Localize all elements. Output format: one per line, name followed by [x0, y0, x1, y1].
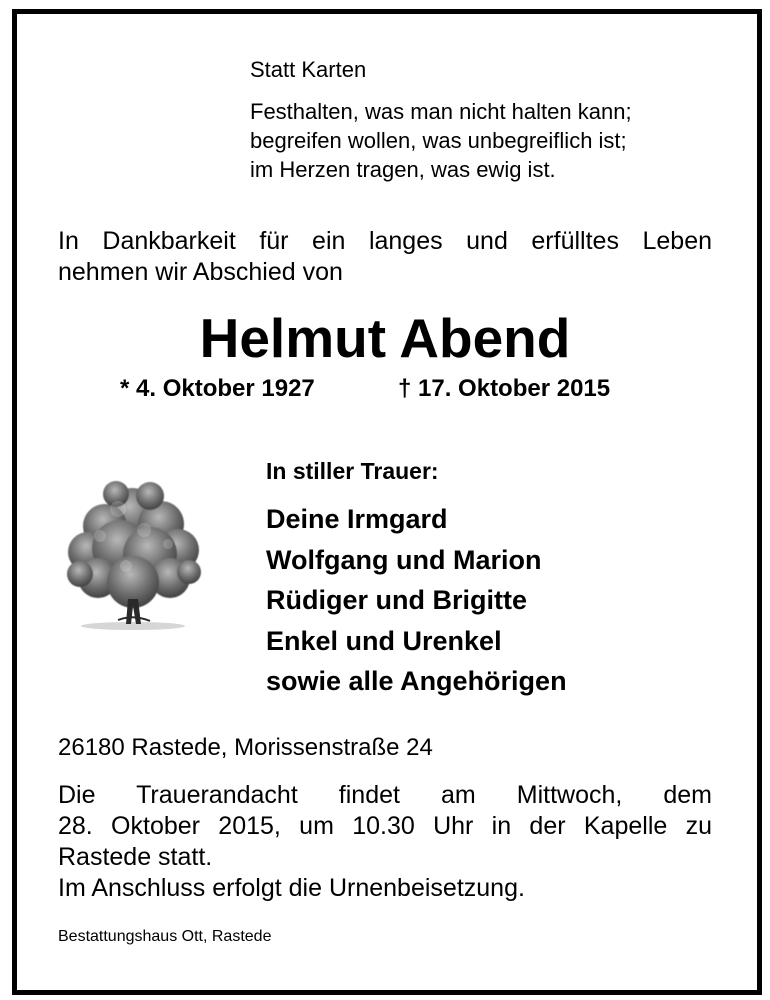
- death-date: † 17. Oktober 2015: [398, 375, 611, 402]
- poem-line: begreifen wollen, was unbegreiflich ist;: [250, 128, 627, 153]
- birth-date: * 4. Oktober 1927: [120, 375, 315, 402]
- service-line: Im Anschluss erfolgt die Urnenbeisetzung.: [58, 874, 525, 902]
- poem: [250, 97, 632, 184]
- service-line: 28. Oktober 2015, um 10.30 Uhr in der Kapelle zu: [58, 812, 712, 840]
- dedication-line: In Dankbarkeit für ein langes und erfülltes Leben: [58, 227, 712, 255]
- service-line: Die Trauerandacht findet am Mittwoch, dem: [58, 781, 712, 809]
- address: 26180 Rastede, Morissenstraße 24: [58, 734, 433, 761]
- tree-icon: [58, 474, 208, 634]
- poem-line: Festhalten, was man nicht halten kann;: [250, 99, 632, 124]
- dedication: [58, 226, 712, 288]
- list-item: Enkel und Urenkel: [266, 625, 502, 656]
- intro-text: Statt Karten: [250, 57, 367, 82]
- list-item: Deine Irmgard: [266, 504, 448, 534]
- list-item: Wolfgang und Marion: [266, 544, 542, 575]
- list-item: sowie alle Angehörigen: [266, 666, 567, 696]
- service-info: [58, 780, 712, 904]
- dedication-line: nehmen wir Abschied von: [58, 258, 343, 286]
- poem-line: im Herzen tragen, was ewig ist.: [250, 157, 556, 182]
- list-item: Rüdiger und Brigitte: [266, 585, 527, 615]
- mourner-list: [266, 499, 567, 702]
- service-line: Rastede statt.: [58, 843, 213, 871]
- mourning-title: In stiller Trauer:: [266, 458, 439, 484]
- funeral-home: Bestattungshaus Ott, Rastede: [58, 928, 272, 945]
- deceased-name: Helmut Abend: [199, 307, 571, 369]
